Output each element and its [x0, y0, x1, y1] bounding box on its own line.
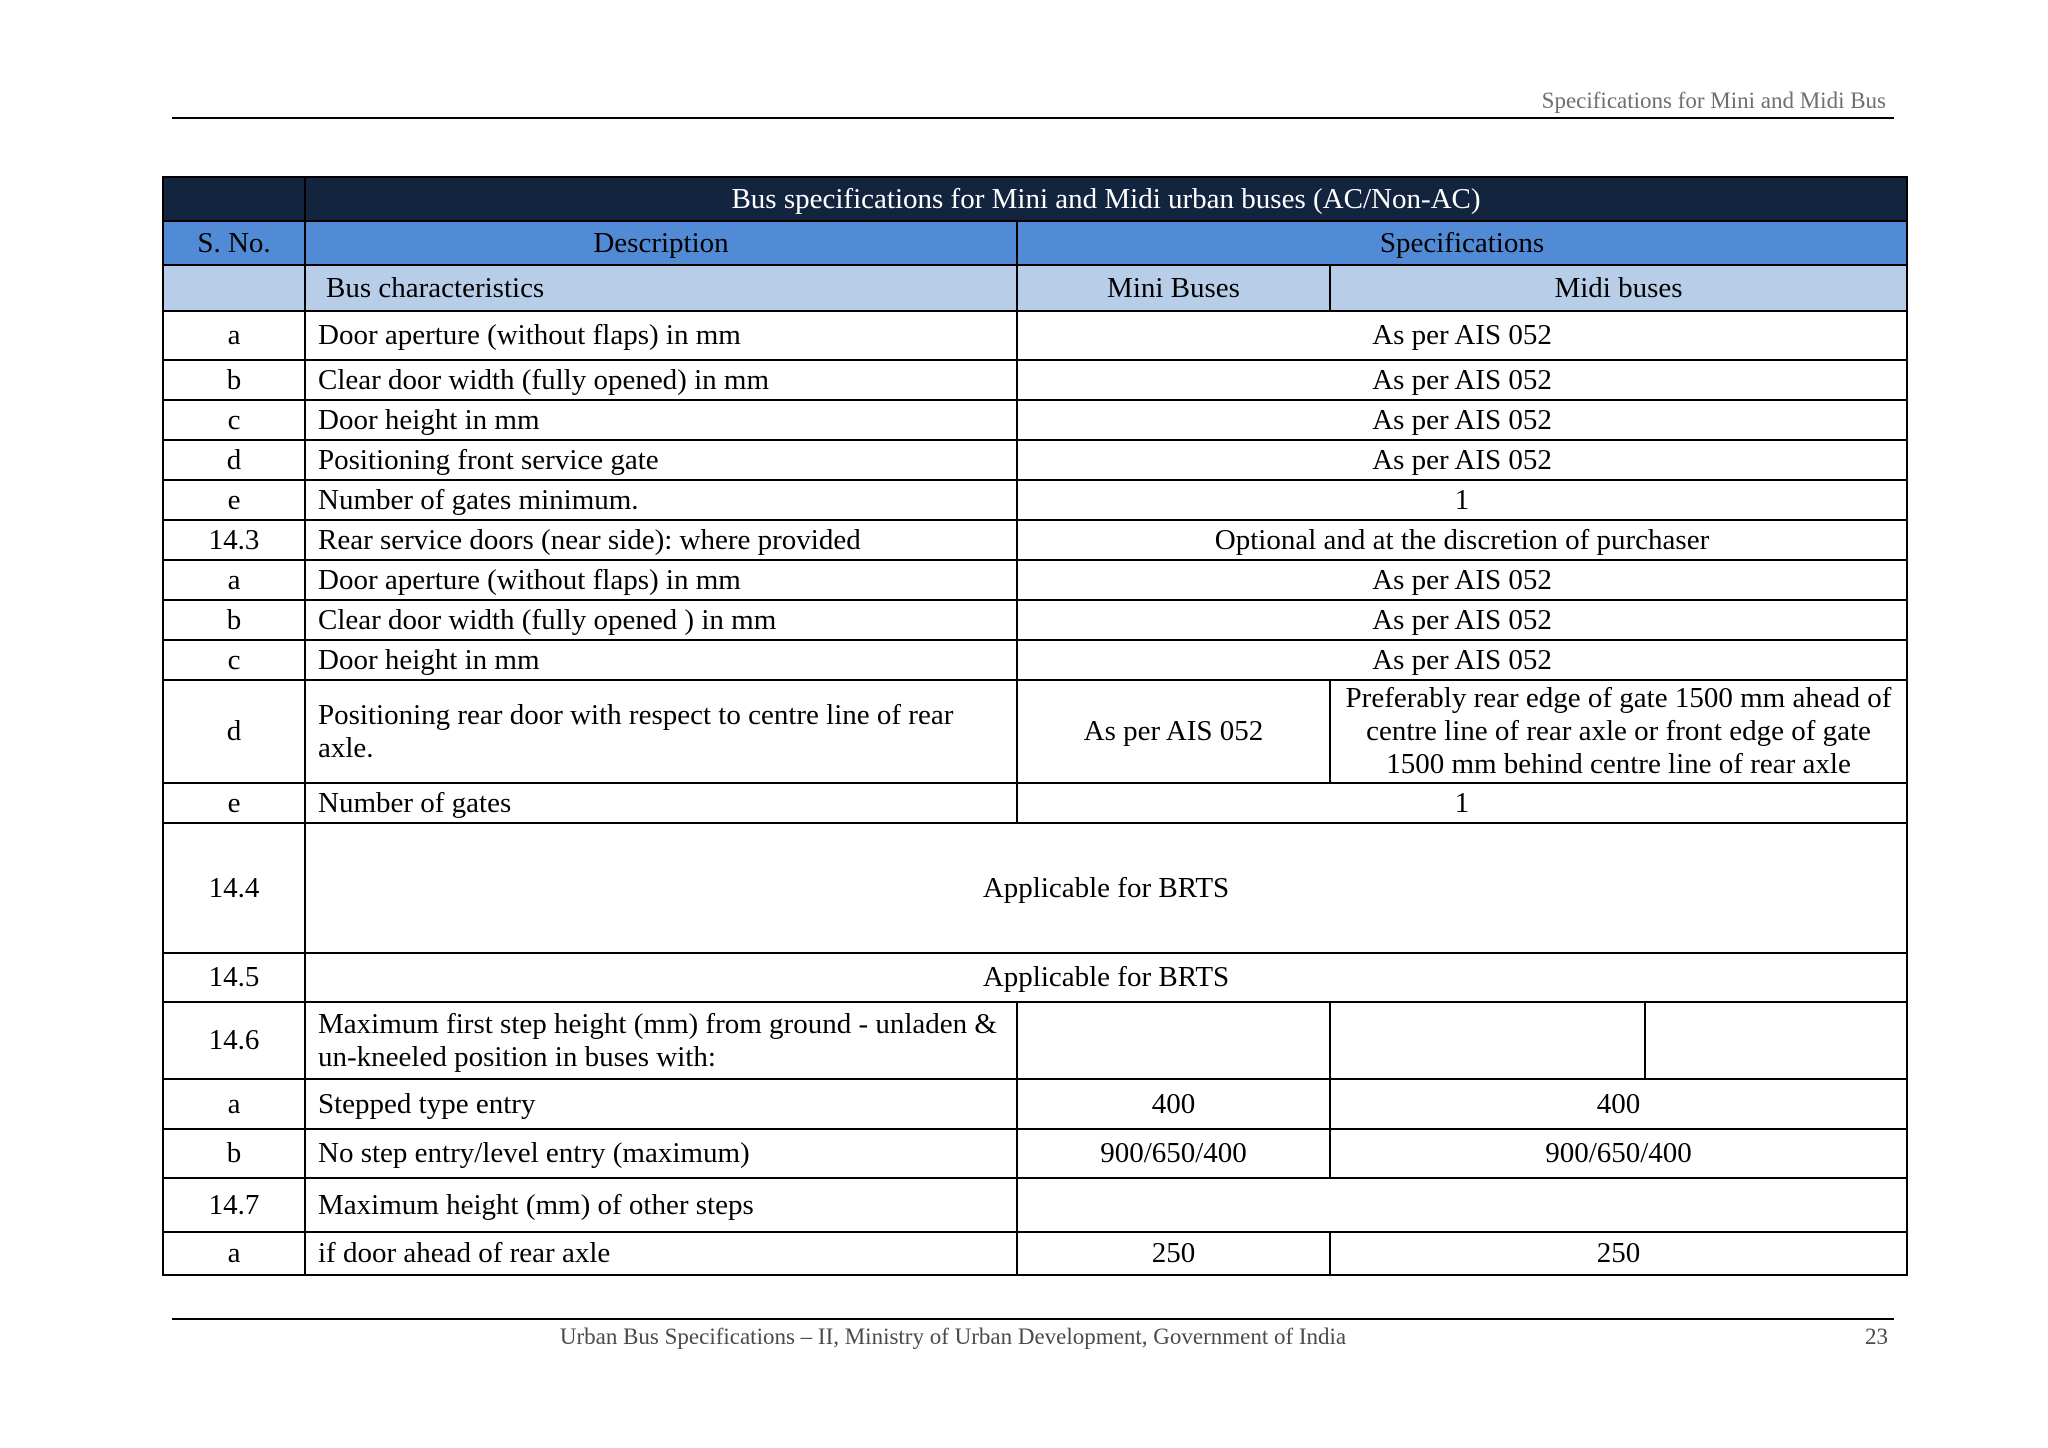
row-empty-cell	[1017, 1178, 1907, 1232]
table-row	[163, 560, 1907, 600]
page-header	[172, 84, 1894, 119]
row-sno: b	[163, 1129, 305, 1178]
table-header-row	[163, 221, 1907, 265]
row-spec-mini: 400	[1017, 1079, 1330, 1129]
row-description: Clear door width (fully opened ) in mm	[305, 600, 1017, 640]
row-description: Applicable for BRTS	[305, 953, 1907, 1002]
table-row	[163, 480, 1907, 520]
row-description: Number of gates minimum.	[305, 480, 1017, 520]
row-specification: As per AIS 052	[1017, 640, 1907, 680]
table-row	[163, 600, 1907, 640]
subheader-mini-buses: Mini Buses	[1017, 265, 1330, 311]
table-row	[163, 520, 1907, 560]
row-specification: 1	[1017, 480, 1907, 520]
row-specification: As per AIS 052	[1017, 560, 1907, 600]
running-title: Specifications for Mini and Midi Bus	[1541, 88, 1886, 113]
row-description: Clear door width (fully opened) in mm	[305, 360, 1017, 400]
bus-specification-table	[162, 176, 1908, 1276]
row-description: Positioning front service gate	[305, 440, 1017, 480]
table-row	[163, 680, 1907, 783]
row-spec-midi: 250	[1330, 1232, 1907, 1275]
row-spec-mini: 250	[1017, 1232, 1330, 1275]
table-title-row	[163, 177, 1907, 221]
row-sno: d	[163, 680, 305, 783]
title-blank-cell	[163, 177, 305, 221]
row-specification: As per AIS 052	[1017, 600, 1907, 640]
row-description: if door ahead of rear axle	[305, 1232, 1017, 1275]
row-description: Door aperture (without flaps) in mm	[305, 560, 1017, 600]
table-row	[163, 440, 1907, 480]
row-description: Door aperture (without flaps) in mm	[305, 311, 1017, 360]
subheader-blank-cell	[163, 265, 305, 311]
row-sno: a	[163, 311, 305, 360]
table-row	[163, 1002, 1907, 1079]
row-sno: 14.4	[163, 823, 305, 953]
row-description: Maximum first step height (mm) from ground - unladen & un-kneeled position in buses with:	[305, 1002, 1017, 1079]
row-description: Positioning rear door with respect to centre line of rear axle.	[305, 680, 1017, 783]
row-description: Door height in mm	[305, 640, 1017, 680]
table-subheader-row	[163, 265, 1907, 311]
row-spec-midi: 900/650/400	[1330, 1129, 1907, 1178]
row-sno: 14.3	[163, 520, 305, 560]
row-spec-mini: As per AIS 052	[1017, 680, 1330, 783]
row-sno: 14.5	[163, 953, 305, 1002]
row-specification: As per AIS 052	[1017, 440, 1907, 480]
table-row	[163, 783, 1907, 823]
row-sno: d	[163, 440, 305, 480]
subheader-midi-buses: Midi buses	[1330, 265, 1907, 311]
row-specification: As per AIS 052	[1017, 311, 1907, 360]
table-row	[163, 640, 1907, 680]
row-spec-midi: Preferably rear edge of gate 1500 mm ahead of centre line of rear axle or front edge of gate 1500 mm behind centre line of rear axle	[1330, 680, 1907, 783]
row-spec-mini: 900/650/400	[1017, 1129, 1330, 1178]
row-sno: a	[163, 560, 305, 600]
row-specification: 1	[1017, 783, 1907, 823]
row-sno: e	[163, 480, 305, 520]
row-specification: As per AIS 052	[1017, 360, 1907, 400]
table-row	[163, 1232, 1907, 1275]
row-sno: b	[163, 360, 305, 400]
row-empty-cell	[1330, 1002, 1645, 1079]
row-description: Rear service doors (near side): where provided	[305, 520, 1017, 560]
table-row	[163, 1178, 1907, 1232]
page-number: 23	[1865, 1324, 1888, 1349]
row-empty-cell	[1645, 1002, 1907, 1079]
row-sno: 14.7	[163, 1178, 305, 1232]
col-header-description: Description	[305, 221, 1017, 265]
row-specification: Optional and at the discretion of purchaser	[1017, 520, 1907, 560]
row-sno: a	[163, 1232, 305, 1275]
col-header-specifications: Specifications	[1017, 221, 1907, 265]
table-row	[163, 400, 1907, 440]
row-description: Maximum height (mm) of other steps	[305, 1178, 1017, 1232]
row-spec-midi: 400	[1330, 1079, 1907, 1129]
row-sno: 14.6	[163, 1002, 305, 1079]
table-row	[163, 360, 1907, 400]
table-row	[163, 1079, 1907, 1129]
subheader-bus-characteristics: Bus characteristics	[305, 265, 1017, 311]
row-sno: a	[163, 1079, 305, 1129]
row-empty-cell	[1017, 1002, 1330, 1079]
table-row	[163, 1129, 1907, 1178]
row-sno: b	[163, 600, 305, 640]
row-description: Door height in mm	[305, 400, 1017, 440]
row-specification: As per AIS 052	[1017, 400, 1907, 440]
table-row	[163, 311, 1907, 360]
row-description: Number of gates	[305, 783, 1017, 823]
page-footer	[172, 1318, 1894, 1349]
row-sno: e	[163, 783, 305, 823]
table-title: Bus specifications for Mini and Midi urban buses (AC/Non-AC)	[305, 177, 1907, 221]
table-row	[163, 823, 1907, 953]
row-description: No step entry/level entry (maximum)	[305, 1129, 1017, 1178]
row-description: Stepped type entry	[305, 1079, 1017, 1129]
row-sno: c	[163, 400, 305, 440]
row-sno: c	[163, 640, 305, 680]
row-description: Applicable for BRTS	[305, 823, 1907, 953]
table-row	[163, 953, 1907, 1002]
footer-text: Urban Bus Specifications – II, Ministry of Urban Development, Government of India	[559, 1324, 1347, 1349]
col-header-sno: S. No.	[163, 221, 305, 265]
